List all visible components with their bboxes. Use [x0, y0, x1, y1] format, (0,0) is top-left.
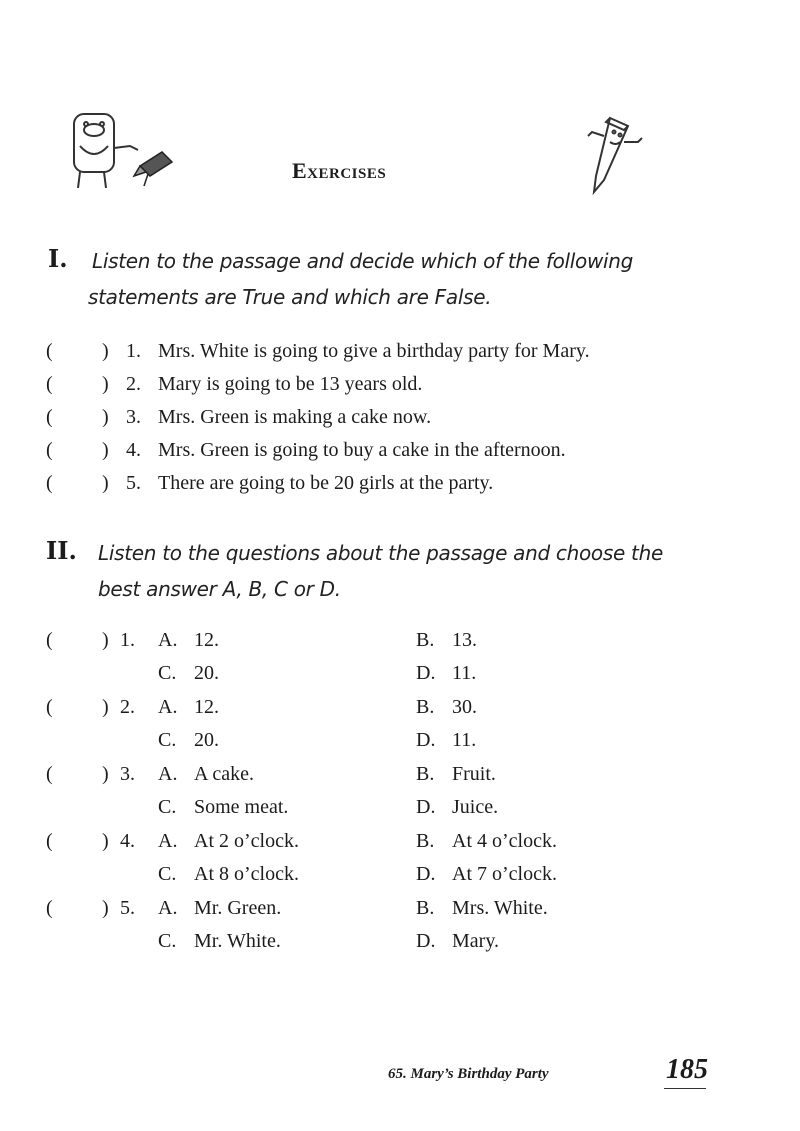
question-number: 2.: [120, 696, 135, 718]
option-d-text: Mary.: [452, 930, 500, 952]
statement-text: There are going to be 20 girls at the party.: [158, 472, 494, 494]
option-d-letter: D.: [416, 863, 436, 885]
answer-paren-open: (: [46, 830, 53, 852]
section-1-numeral: I.: [48, 244, 68, 273]
option-b-letter: B.: [416, 629, 435, 651]
option-a-text: 12.: [194, 629, 219, 651]
option-a-letter: A.: [158, 897, 178, 919]
footer-lesson-title: 65. Mary’s Birthday Party: [388, 1066, 549, 1082]
answer-paren-close: ): [102, 373, 109, 395]
answer-paren-open: (: [46, 763, 53, 785]
option-b-text: 13.: [452, 629, 477, 651]
answer-paren-close: ): [102, 472, 109, 494]
option-c-text: Mr. White.: [194, 930, 281, 952]
mc-question-row: [0, 696, 800, 762]
question-number: 5.: [120, 897, 135, 919]
page-number: 185: [666, 1054, 708, 1085]
mc-question-row: [0, 830, 800, 896]
item-number: 3.: [126, 406, 141, 428]
answer-paren-close: ): [102, 629, 109, 651]
section-2-numeral: II.: [46, 536, 77, 565]
option-d-letter: D.: [416, 662, 436, 684]
option-a-text: Mr. Green.: [194, 897, 282, 919]
answer-paren-open: (: [46, 897, 53, 919]
answer-paren-close: ): [102, 340, 109, 362]
question-number: 3.: [120, 763, 135, 785]
section-2-instruction-line-1: Listen to the questions about the passage and choose the: [98, 541, 663, 565]
option-b-text: 30.: [452, 696, 477, 718]
option-b-letter: B.: [416, 830, 435, 852]
mc-question-row: [0, 897, 800, 963]
item-number: 5.: [126, 472, 141, 494]
option-c-letter: C.: [158, 796, 177, 818]
option-a-letter: A.: [158, 629, 178, 651]
page-number-underline: [664, 1088, 706, 1089]
statement-text: Mrs. Green is making a cake now.: [158, 406, 432, 428]
option-c-text: At 8 o’clock.: [194, 863, 299, 885]
option-a-letter: A.: [158, 763, 178, 785]
option-d-letter: D.: [416, 729, 436, 751]
option-c-letter: C.: [158, 863, 177, 885]
option-c-letter: C.: [158, 729, 177, 751]
option-d-text: Juice.: [452, 796, 499, 818]
option-c-letter: C.: [158, 662, 177, 684]
option-c-letter: C.: [158, 930, 177, 952]
page-title: Exercises: [292, 158, 387, 183]
smiling-phone-illustration: [66, 108, 178, 194]
option-c-text: 20.: [194, 662, 219, 684]
item-number: 1.: [126, 340, 141, 362]
option-a-text: 12.: [194, 696, 219, 718]
option-d-letter: D.: [416, 796, 436, 818]
section-1-instruction-line-2: statements are True and which are False.: [88, 285, 492, 309]
section-1-instruction-line-1: Listen to the passage and decide which of the following: [92, 249, 634, 273]
answer-paren-open: (: [46, 472, 53, 494]
mc-question-row: [0, 629, 800, 695]
answer-paren-close: ): [102, 830, 109, 852]
option-a-letter: A.: [158, 830, 178, 852]
option-d-text: At 7 o’clock.: [452, 863, 557, 885]
option-a-text: A cake.: [194, 763, 254, 785]
option-d-letter: D.: [416, 930, 436, 952]
option-a-text: At 2 o’clock.: [194, 830, 299, 852]
walking-pencil-illustration: [584, 112, 652, 196]
answer-paren-open: (: [46, 696, 53, 718]
answer-paren-close: ): [102, 439, 109, 461]
statement-text: Mrs. White is going to give a birthday party for Mary.: [158, 340, 590, 362]
option-d-text: 11.: [452, 662, 477, 684]
answer-paren-open: (: [46, 406, 53, 428]
answer-paren-close: ): [102, 696, 109, 718]
section-2-instruction-line-2: best answer A, B, C or D.: [98, 577, 341, 601]
option-b-letter: B.: [416, 696, 435, 718]
option-b-letter: B.: [416, 763, 435, 785]
answer-paren-close: ): [102, 763, 109, 785]
answer-paren-open: (: [46, 340, 53, 362]
answer-paren-open: (: [46, 629, 53, 651]
option-a-letter: A.: [158, 696, 178, 718]
option-b-text: Fruit.: [452, 763, 496, 785]
option-b-text: Mrs. White.: [452, 897, 548, 919]
option-d-text: 11.: [452, 729, 477, 751]
item-number: 4.: [126, 439, 141, 461]
mc-question-row: [0, 763, 800, 829]
answer-paren-open: (: [46, 439, 53, 461]
option-c-text: 20.: [194, 729, 219, 751]
question-number: 4.: [120, 830, 135, 852]
item-number: 2.: [126, 373, 141, 395]
option-b-letter: B.: [416, 897, 435, 919]
statement-text: Mary is going to be 13 years old.: [158, 373, 423, 395]
answer-paren-open: (: [46, 373, 53, 395]
option-b-text: At 4 o’clock.: [452, 830, 557, 852]
question-number: 1.: [120, 629, 135, 651]
answer-paren-close: ): [102, 897, 109, 919]
answer-paren-close: ): [102, 406, 109, 428]
statement-text: Mrs. Green is going to buy a cake in the afternoon.: [158, 439, 566, 461]
option-c-text: Some meat.: [194, 796, 289, 818]
